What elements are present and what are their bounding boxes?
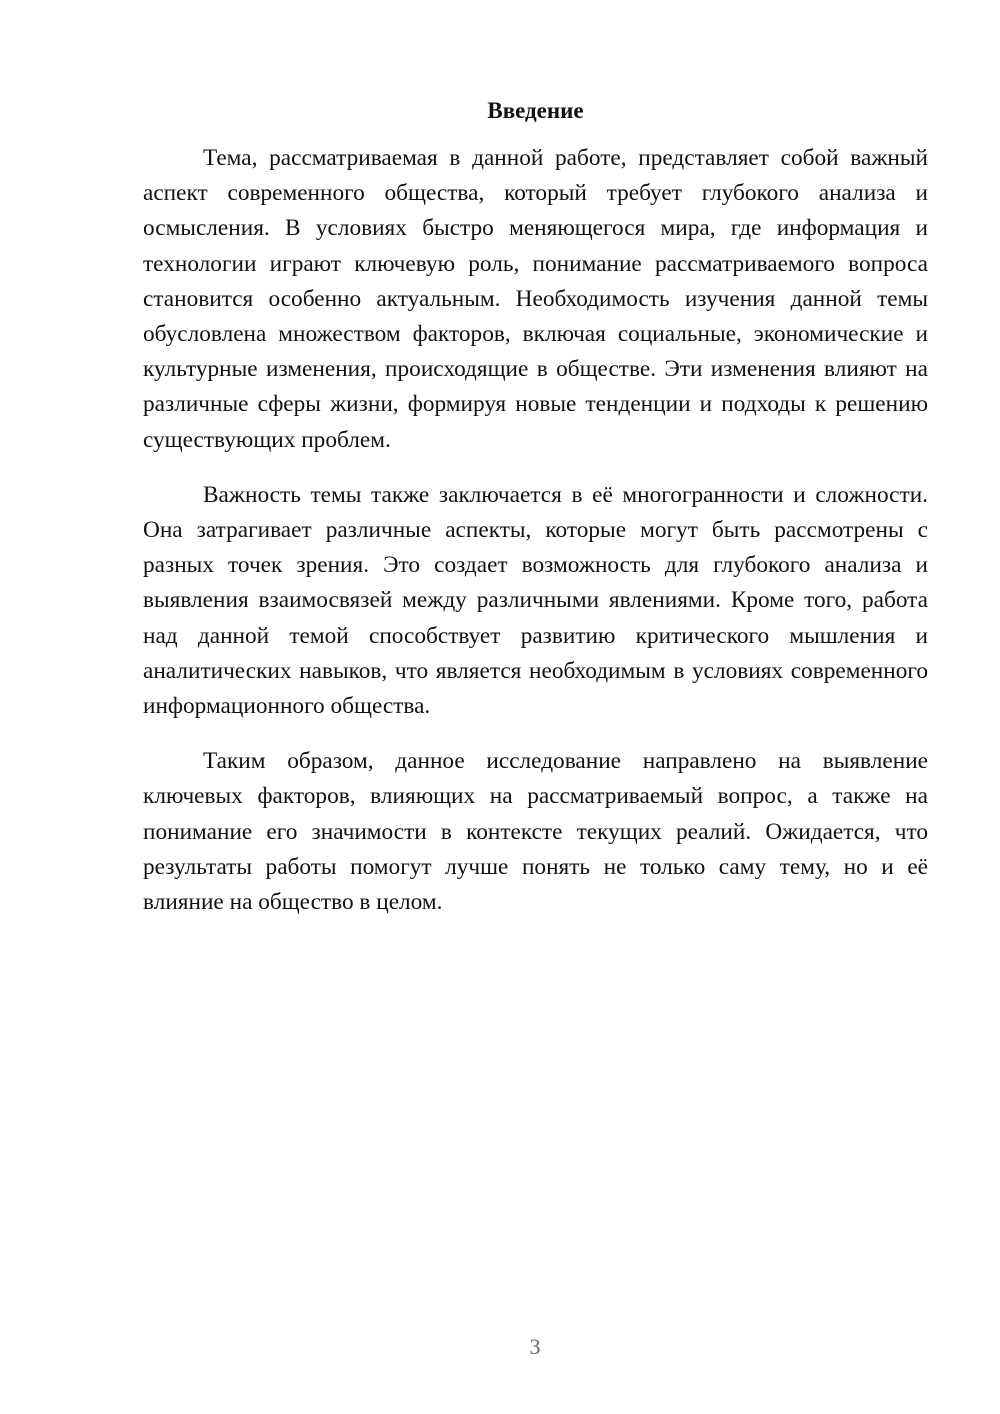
page-number: 3 — [529, 1334, 541, 1359]
document-body — [143, 141, 928, 920]
paragraph-2: Важность темы также заключается в её многогранности и сложности. Она затрагивает различные аспекты, которые могут быть рассмотрены с разных точек зрения. Это создает возможность для глубокого анализа и выявления взаимосвязей между различными явлениями. Кроме того, работа над данной темой способствует развитию критического мышления и аналитических навыков, что является необходимым в условиях современного информационного общества. — [143, 481, 928, 720]
paragraph-3: Таким образом, данное исследование направлено на выявление ключевых факторов, влияющих на рассматриваемый вопрос, а также на понимание его значимости в контексте текущих реалий. Ожидается, что результаты работы помогут лучше понять не только саму тему, но и её влияние на общество в целом. — [143, 748, 928, 916]
page-title: Введение — [487, 98, 584, 123]
paragraph-1: Тема, рассматриваемая в данной работе, представляет собой важный аспект современного общества, который требует глубокого анализа и осмысления. В условиях быстро меняющегося мира, где информация и технологии играют ключевую роль, понимание рассматриваемого вопроса становится особенно актуальным. Необходимость изучения данной темы обусловлена множеством факторов, включая социальные, экономические и культурные изменения, происходящие в обществе. Эти изменения влияют на различные сферы жизни, формируя новые тенденции и подходы к решению существующих проблем. — [143, 145, 928, 453]
